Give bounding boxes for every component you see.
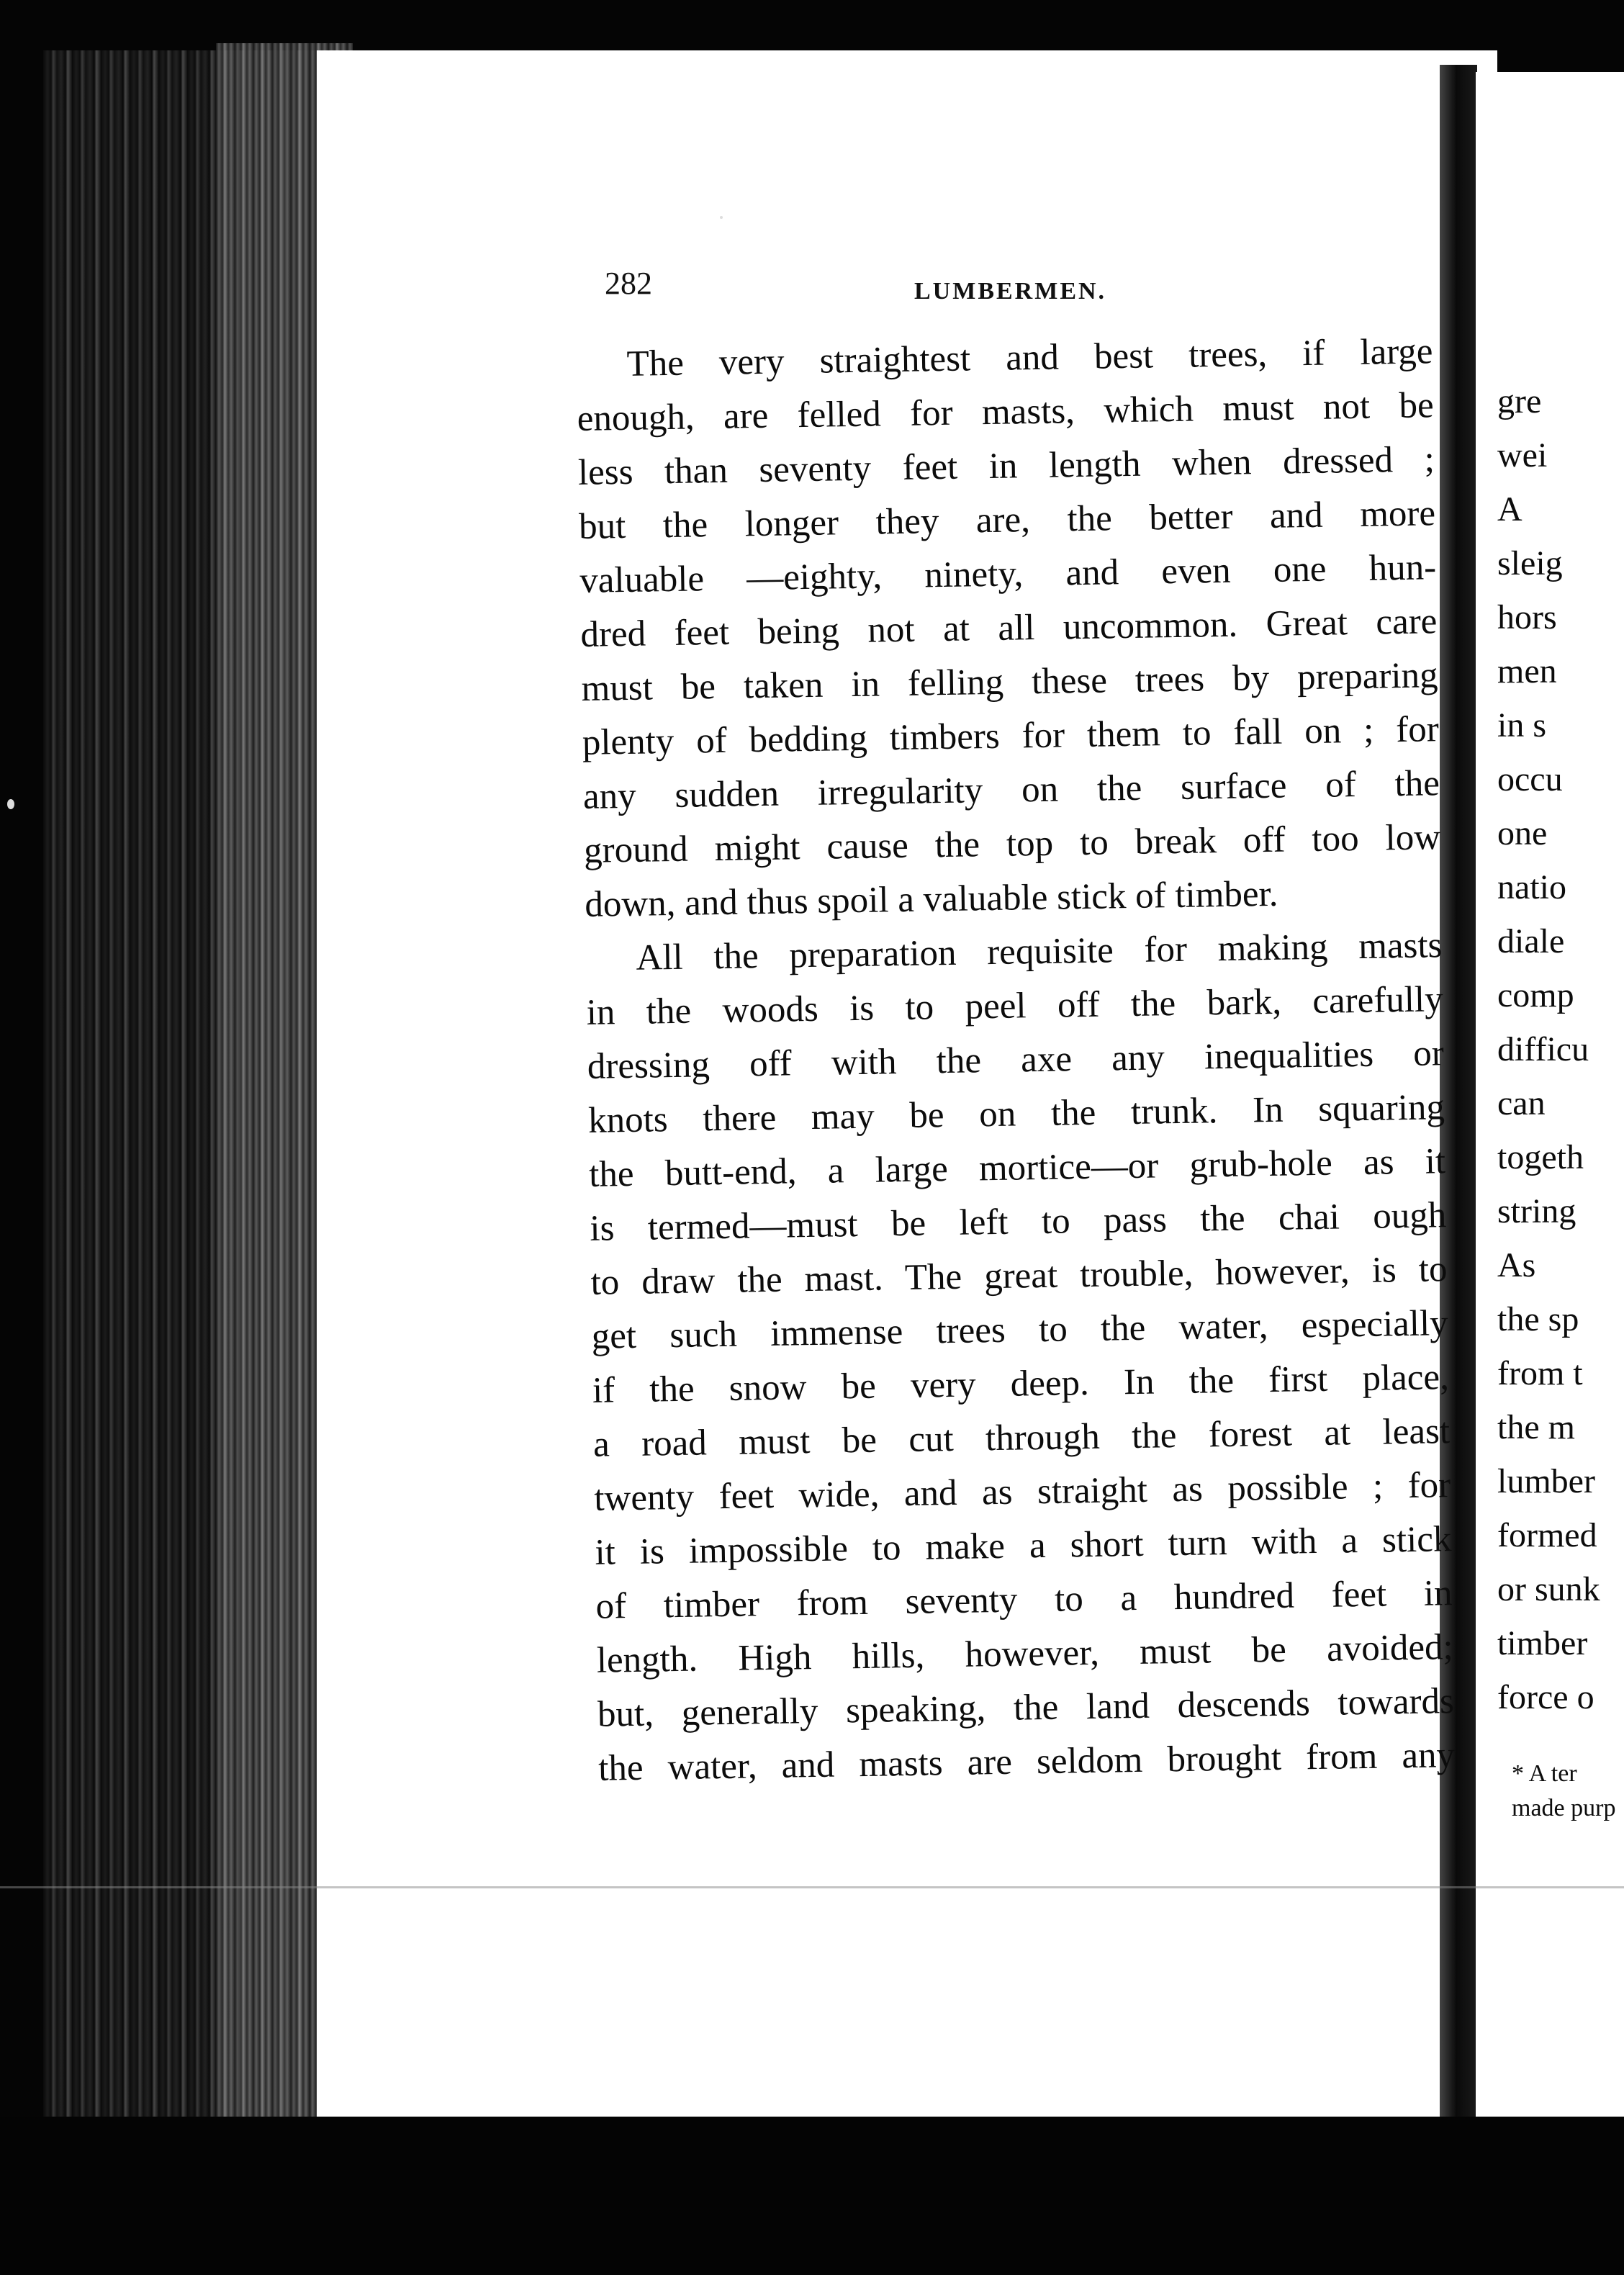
facing-page-line: A: [1497, 490, 1522, 528]
text-line: down, and thus spoil a valuable stick of timber.: [584, 873, 1278, 925]
text-line: but the longer they are, the better and more: [578, 493, 1436, 547]
text-line: the water, and masts are seldom brought from any: [597, 1735, 1456, 1789]
scan-shadow: [0, 2117, 1624, 2275]
running-head: LUMBERMEN.: [914, 278, 1107, 305]
facing-page-line: the sp: [1497, 1300, 1579, 1338]
facing-page-line: men: [1497, 652, 1557, 690]
text-line: is termed—must be left to pass the chai ough: [589, 1195, 1447, 1249]
text-line: valuable —eighty, ninety, and even one hun-: [579, 547, 1437, 601]
text-line: get such immense trees to the water, especially: [591, 1303, 1449, 1357]
facing-page-line: hors: [1497, 598, 1557, 636]
facing-page-footnote: [1512, 1757, 1615, 1826]
text-line: ground might cause the top to break off too low: [583, 817, 1441, 871]
facing-page-footnote-line: made purp: [1512, 1795, 1616, 1821]
page-header: [605, 265, 1433, 308]
facing-page-line: the m: [1497, 1408, 1575, 1446]
facing-page-line: force o: [1497, 1678, 1594, 1716]
facing-page-line: can: [1497, 1084, 1546, 1122]
text-line: of timber from seventy to a hundred feet in: [595, 1573, 1453, 1627]
text-line: a road must be cut through the forest at least: [592, 1411, 1451, 1465]
text-line: knots there may be on the trunk. In squaring: [587, 1087, 1445, 1141]
facing-page-line: As: [1497, 1246, 1536, 1284]
facing-page-line: diale: [1497, 922, 1565, 960]
text-line: to draw the mast. The great trouble, however, is to: [590, 1249, 1448, 1303]
facing-page-line: togeth: [1497, 1138, 1584, 1176]
scan-speck: [720, 216, 723, 219]
facing-page-line: occu: [1497, 760, 1563, 798]
text-line: in the woods is to peel off the bark, carefully: [586, 979, 1444, 1033]
text-line: less than seventy feet in length when dressed ;: [577, 439, 1435, 493]
facing-page-line: one: [1497, 814, 1548, 852]
facing-page-text: [1497, 374, 1624, 1724]
body-text: [576, 325, 1456, 1796]
facing-page: [1476, 72, 1624, 2145]
facing-page-line: gre: [1497, 382, 1542, 420]
facing-page-line: natio: [1497, 868, 1566, 906]
facing-page-line: wei: [1497, 436, 1548, 474]
facing-page-line: string: [1497, 1192, 1576, 1230]
facing-page-line: lumber: [1497, 1462, 1595, 1500]
facing-page-footnote-line: * A ter: [1512, 1760, 1577, 1787]
text-line: any sudden irregularity on the surface of the: [582, 763, 1440, 817]
page-number: 282: [605, 266, 652, 301]
text-line: twenty feet wide, and as straight as possible ; for: [593, 1465, 1451, 1519]
text-line: the butt-end, a large mortice—or grub-hole as it: [588, 1141, 1446, 1195]
text-line: if the snow be very deep. In the first place,: [592, 1357, 1450, 1411]
facing-page-line: sleig: [1497, 544, 1563, 582]
scan-speck: [7, 799, 14, 809]
facing-page-line: formed: [1497, 1516, 1597, 1554]
scan-artifact-line: [0, 1886, 1624, 1888]
text-line: The very straightest and best trees, if large: [626, 331, 1433, 384]
facing-page-line: comp: [1497, 976, 1574, 1014]
text-line: enough, are felled for masts, which must not be: [577, 385, 1435, 439]
text-line: plenty of bedding timbers for them to fall on ; for: [582, 709, 1440, 763]
text-line: but, generally speaking, the land descends towards: [597, 1681, 1455, 1735]
text-line: must be taken in felling these trees by preparing: [581, 655, 1438, 709]
book-spine-gap: [1440, 65, 1477, 2124]
text-line: dressing off with the axe any inequalities or: [587, 1033, 1445, 1087]
text-line: All the preparation requisite for making masts: [636, 925, 1443, 978]
facing-page-line: difficu: [1497, 1030, 1589, 1068]
facing-page-line: timber: [1497, 1624, 1588, 1662]
text-line: it is impossible to make a short turn with a stick: [595, 1519, 1452, 1573]
facing-page-line: from t: [1497, 1354, 1583, 1392]
text-line: dred feet being not at all uncommon. Great care: [580, 601, 1438, 655]
facing-page-line: in s: [1497, 706, 1547, 744]
text-line: length. High hills, however, must be avoided;: [596, 1627, 1454, 1681]
facing-page-line: or sunk: [1497, 1570, 1600, 1608]
